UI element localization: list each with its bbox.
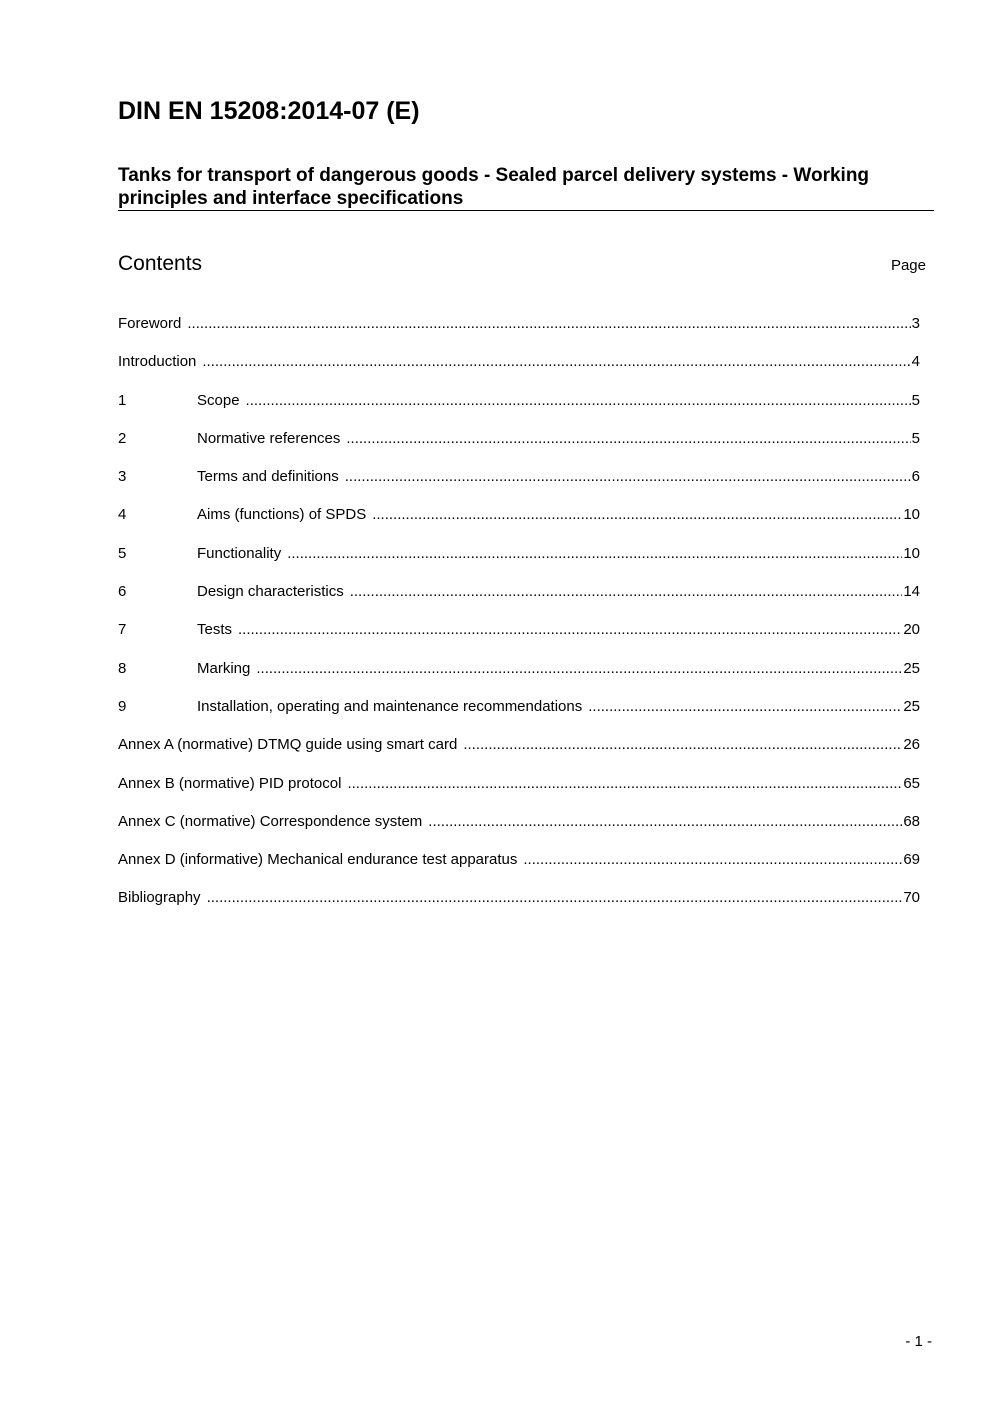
toc-entry-terms-and-definitions[interactable] bbox=[118, 467, 920, 505]
toc-entry-page: 5 bbox=[911, 429, 920, 447]
toc-entry-label: Design characteristics bbox=[197, 583, 344, 601]
toc-entry-label: Installation, operating and maintenance recommendations bbox=[197, 697, 583, 715]
toc-entry-page: 6 bbox=[911, 468, 920, 486]
toc-entry-label: Marking bbox=[197, 659, 251, 677]
document-title: Tanks for transport of dangerous goods - Sealed parcel delivery systems - Working principles and interface specifications bbox=[118, 165, 870, 209]
toc-leader-dots bbox=[588, 697, 902, 717]
toc-entry-page: 68 bbox=[903, 812, 920, 830]
toc-leader-dots bbox=[207, 888, 903, 908]
toc-entry-page: 26 bbox=[903, 736, 920, 754]
toc-entry-page: 20 bbox=[903, 621, 920, 639]
toc-leader-dots bbox=[463, 735, 902, 755]
toc-entry-page: 10 bbox=[903, 544, 920, 562]
toc-leader-dots bbox=[246, 391, 911, 411]
toc-leader-dots bbox=[346, 429, 910, 449]
toc-entry-label: Functionality bbox=[197, 544, 282, 562]
toc-entry-label: Scope bbox=[197, 391, 240, 409]
toc-entry-annex-a[interactable] bbox=[118, 735, 920, 773]
toc-entry-label: Annex D (informative) Mechanical endurance test apparatus bbox=[118, 851, 518, 869]
toc-entry-annex-d[interactable] bbox=[118, 850, 920, 888]
page-column-heading: Page bbox=[890, 257, 926, 274]
toc-entry-page: 5 bbox=[911, 391, 920, 409]
table-of-contents bbox=[118, 314, 920, 927]
toc-entry-number: 4 bbox=[118, 506, 127, 524]
toc-entry-number: 5 bbox=[118, 544, 127, 562]
toc-entry-normative-references[interactable] bbox=[118, 429, 920, 467]
toc-entry-page: 10 bbox=[903, 506, 920, 524]
toc-leader-dots bbox=[372, 505, 902, 525]
toc-entry-label: Aims (functions) of SPDS bbox=[197, 506, 367, 524]
toc-entry-aims[interactable] bbox=[118, 505, 920, 543]
toc-entry-page: 25 bbox=[903, 697, 920, 715]
toc-leader-dots bbox=[347, 774, 902, 794]
toc-entry-bibliography[interactable] bbox=[118, 888, 920, 926]
toc-entry-annex-c[interactable] bbox=[118, 812, 920, 850]
toc-entry-scope[interactable] bbox=[118, 391, 920, 429]
toc-entry-installation[interactable] bbox=[118, 697, 920, 735]
title-underline bbox=[118, 210, 934, 211]
toc-entry-label: Annex C (normative) Correspondence system bbox=[118, 812, 423, 830]
toc-entry-label: Terms and definitions bbox=[197, 468, 339, 486]
toc-leader-dots bbox=[187, 314, 910, 334]
footer-page-number: - 1 - bbox=[905, 1333, 932, 1350]
toc-entry-number: 3 bbox=[118, 468, 127, 486]
toc-entry-number: 9 bbox=[118, 697, 127, 715]
toc-entry-page: 14 bbox=[903, 583, 920, 601]
toc-entry-number: 2 bbox=[118, 429, 127, 447]
contents-heading: Contents bbox=[118, 252, 203, 275]
toc-leader-dots bbox=[256, 659, 902, 679]
toc-leader-dots bbox=[523, 850, 902, 870]
toc-entry-page: 25 bbox=[903, 659, 920, 677]
toc-leader-dots bbox=[428, 812, 902, 832]
toc-entry-number: 7 bbox=[118, 621, 127, 639]
toc-leader-dots bbox=[345, 467, 911, 487]
toc-entry-number: 6 bbox=[118, 583, 127, 601]
toc-entry-page: 4 bbox=[911, 353, 920, 371]
toc-entry-label: Normative references bbox=[197, 429, 341, 447]
toc-entry-foreword[interactable] bbox=[118, 314, 920, 352]
toc-leader-dots bbox=[350, 582, 903, 602]
toc-entry-introduction[interactable] bbox=[118, 352, 920, 390]
toc-leader-dots bbox=[287, 544, 902, 564]
toc-entry-number: 8 bbox=[118, 659, 127, 677]
document-id: DIN EN 15208:2014-07 (E) bbox=[118, 97, 420, 125]
toc-entry-page: 3 bbox=[911, 315, 920, 332]
toc-entry-label: Tests bbox=[197, 621, 233, 639]
toc-entry-label: Foreword bbox=[118, 315, 182, 332]
toc-entry-label: Introduction bbox=[118, 353, 197, 371]
toc-entry-design-characteristics[interactable] bbox=[118, 582, 920, 620]
toc-entry-label: Annex A (normative) DTMQ guide using smart card bbox=[118, 736, 458, 754]
toc-entry-page: 65 bbox=[903, 774, 920, 792]
toc-entry-annex-b[interactable] bbox=[118, 774, 920, 812]
toc-entry-page: 69 bbox=[903, 851, 920, 869]
toc-entry-tests[interactable] bbox=[118, 620, 920, 658]
toc-entry-page: 70 bbox=[903, 889, 920, 907]
toc-entry-number: 1 bbox=[118, 391, 127, 409]
toc-entry-label: Annex B (normative) PID protocol bbox=[118, 774, 342, 792]
toc-entry-label: Bibliography bbox=[118, 889, 201, 907]
toc-leader-dots bbox=[238, 620, 902, 640]
toc-leader-dots bbox=[202, 352, 910, 372]
toc-entry-marking[interactable] bbox=[118, 659, 920, 697]
toc-entry-functionality[interactable] bbox=[118, 544, 920, 582]
